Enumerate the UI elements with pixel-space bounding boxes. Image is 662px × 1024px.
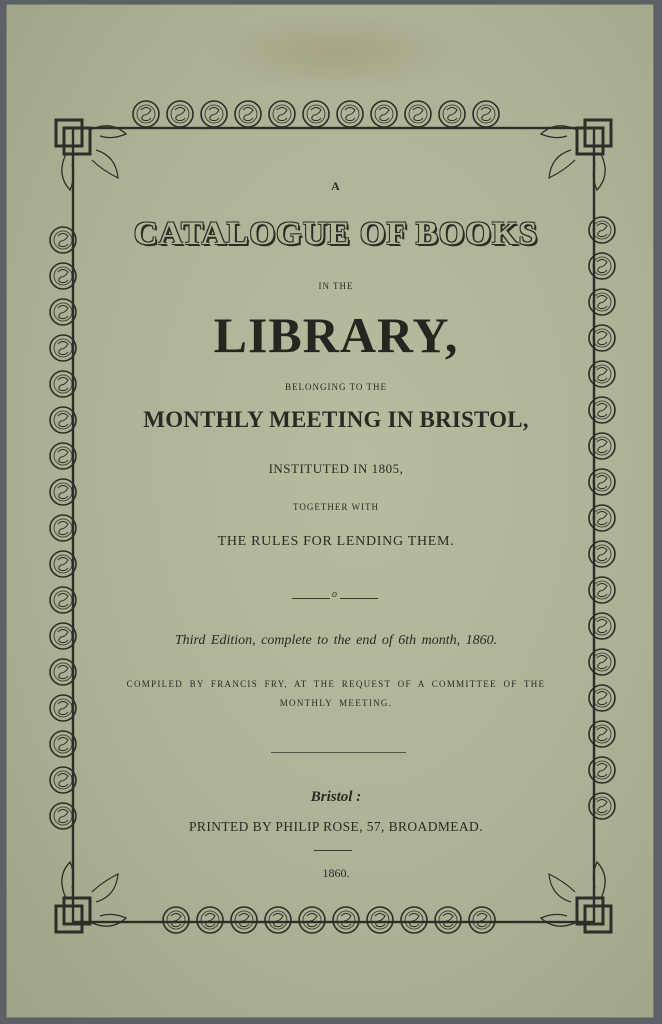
compiled-by-line-1: COMPILED BY FRANCIS FRY, AT THE REQUEST OF A COMMITTEE OF THE	[126, 679, 546, 689]
paper-stain	[206, 12, 466, 92]
book-cover	[6, 4, 654, 1018]
library-title: LIBRARY,	[213, 307, 459, 363]
edition-line: Third Edition, complete to the end of 6th month, 1860.	[174, 633, 498, 648]
ornament-rule-right	[340, 598, 378, 599]
monthly-meeting-line: MONTHLY MEETING IN BRISTOL,	[143, 407, 529, 432]
compiled-by-line-2: MONTHLY MEETING.	[279, 698, 393, 708]
short-rule	[314, 850, 352, 851]
rules-line: THE RULES FOR LENDING THEM.	[217, 534, 455, 549]
together-with-line: TOGETHER WITH	[293, 502, 379, 512]
place-of-publication: Bristol :	[310, 789, 362, 805]
catalogue-of-books-heading: CATALOGUE OF BOOKS	[133, 216, 539, 252]
ornament-glyph: o	[332, 589, 337, 600]
divider-rule	[271, 752, 406, 753]
ornament-rule-left	[292, 598, 330, 599]
article-a: A	[331, 179, 341, 193]
in-the-line: IN THE	[318, 281, 354, 291]
instituted-line: INSTITUTED IN 1805,	[268, 461, 404, 476]
belonging-line: BELONGING TO THE	[285, 382, 387, 392]
publication-year: 1860.	[322, 866, 350, 880]
printer-line: PRINTED BY PHILIP ROSE, 57, BROADMEAD.	[189, 819, 483, 834]
